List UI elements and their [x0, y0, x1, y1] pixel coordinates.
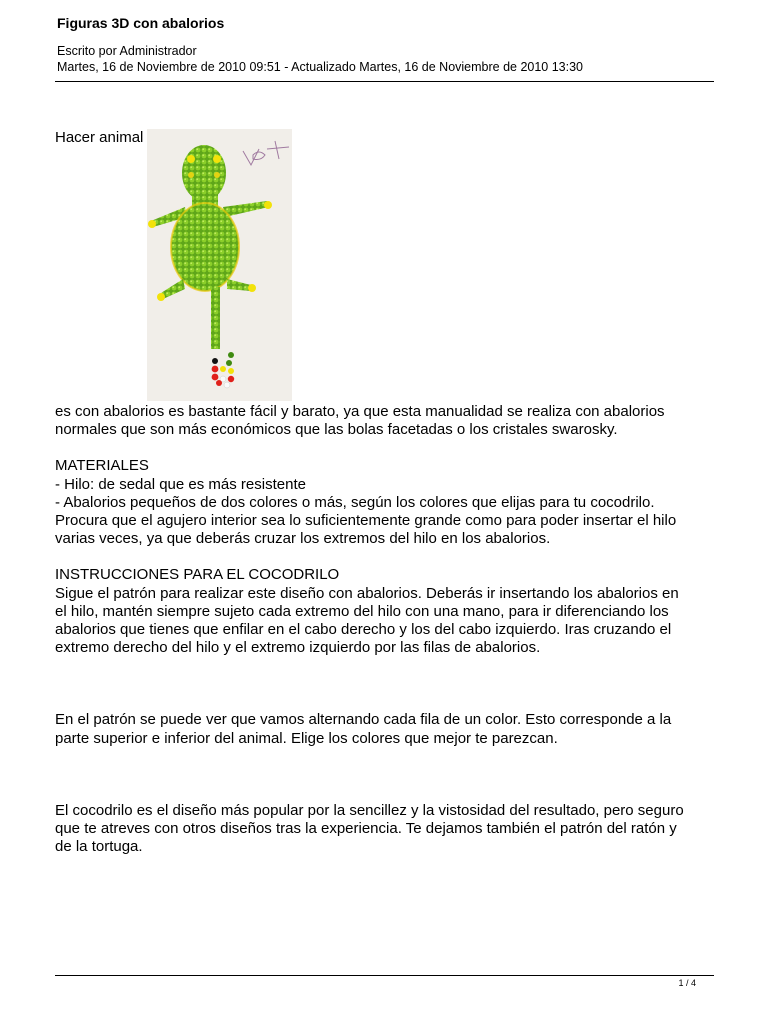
closing-line: de la tortuga. — [55, 838, 143, 856]
intro-paragraph — [55, 403, 715, 439]
materials-line: - Abalorios pequeños de dos colores o más, según los colores que elijas para tu cocodrilo. — [55, 493, 655, 511]
beaded-crocodile-photo — [147, 129, 292, 401]
materials-line: - Hilo: de sedal que es más resistente — [55, 475, 306, 493]
document-header — [57, 14, 713, 75]
materials-section — [55, 457, 715, 548]
materials-heading: MATERIALES — [55, 457, 149, 475]
materials-line: varias veces, ya que deberás cruzar los extremos del hilo en los abalorios. — [55, 530, 551, 548]
article-body — [55, 129, 715, 856]
instructions-line: extremo derecho del hilo y el extremo izquierdo por las filas de abalorios. — [55, 639, 541, 657]
instructions-heading: INSTRUCCIONES PARA EL COCODRILO — [55, 566, 340, 584]
crocodile-illustration — [147, 129, 292, 401]
instructions-section — [55, 566, 715, 657]
article-meta — [57, 43, 713, 75]
footer-divider — [55, 975, 714, 976]
intro-lead-text: Hacer animal — [55, 129, 144, 146]
closing-line: que te atreves con otros diseños tras la experiencia. Te dejamos también el patrón del ratón y — [55, 820, 677, 838]
signature-mark — [243, 141, 289, 165]
intro-line: es con abalorios es bastante fácil y barato, ya que esta manualidad se realiza con abalorios — [55, 403, 665, 420]
document-title: Figuras 3D con abalorios — [57, 15, 225, 31]
author-line: Escrito por Administrador — [57, 44, 197, 58]
tail-tassel — [212, 352, 235, 388]
pattern-note-paragraph — [55, 711, 715, 747]
materials-line: Procura que el agujero interior sea lo suficientemente grande como para poder insertar el hilo — [55, 512, 677, 530]
closing-paragraph — [55, 802, 715, 857]
instructions-line: el hilo, mantén siempre sujeto cada extremo del hilo con una mano, para ir diferenciando los — [55, 602, 669, 620]
instructions-line: abalorios que tienes que enfilar en el cabo derecho y los del cabo izquierdo. Iras cruzando el — [55, 621, 672, 639]
page-number: 1 / 4 — [678, 978, 696, 988]
intro-line: normales que son más económicos que las bolas facetadas o los cristales swarosky. — [55, 421, 618, 439]
header-divider — [55, 81, 714, 82]
closing-line: El cocodrilo es el diseño más popular por la sencillez y la vistosidad del resultado, pero seguro — [55, 801, 684, 819]
instructions-line: Sigue el patrón para realizar este diseño con abalorios. Deberás ir insertando los abalorios en — [55, 584, 679, 602]
pattern-note-line: En el patrón se puede ver que vamos alternando cada fila de un color. Esto corresponde a la — [55, 711, 672, 729]
pattern-note-line: parte superior e inferior del animal. Elige los colores que mejor te parezcan. — [55, 729, 558, 747]
date-line: Martes, 16 de Noviembre de 2010 09:51 - Actualizado Martes, 16 de Noviembre de 2010 13:30 — [57, 60, 584, 74]
